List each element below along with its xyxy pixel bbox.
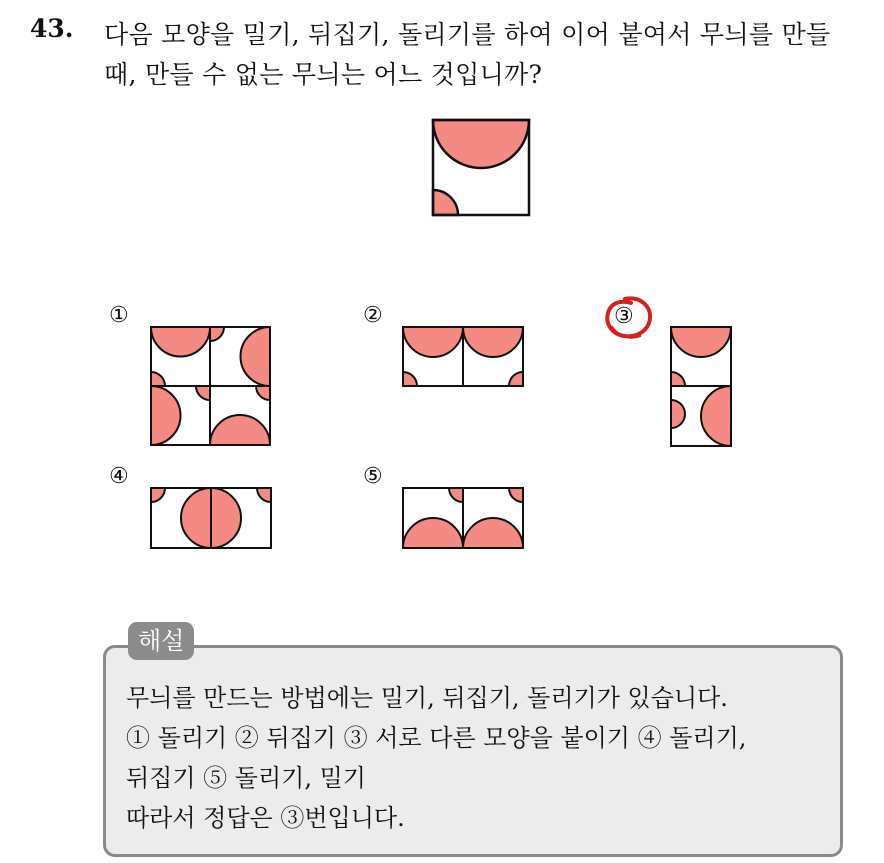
- explanation-line1: 무늬를 만드는 방법에는 밀기, 뒤집기, 돌리기가 있습니다.: [126, 684, 728, 712]
- question-text-line1: 다음 모양을 밀기, 뒤집기, 돌리기를 하여 이어 붙여서 무늬를 만들: [104, 20, 831, 49]
- explanation-line2: ① 돌리기 ② 뒤집기 ③ 서로 다른 모양을 붙이기 ④ 돌리기,: [126, 724, 747, 752]
- reference-tile: [433, 120, 529, 215]
- option-2-label: ②: [363, 303, 383, 328]
- option-3-pattern: [671, 327, 731, 446]
- option-1-pattern: [151, 327, 270, 445]
- option-3-label: ③: [614, 304, 634, 329]
- option-4-label: ④: [109, 464, 129, 489]
- option-5-pattern: [403, 488, 523, 548]
- option-1-label: ①: [109, 303, 129, 328]
- option-5-label: ⑤: [363, 464, 383, 489]
- question-text-line2: 때, 만들 수 없는 무늬는 어느 것입니까?: [104, 60, 543, 89]
- option-4-pattern: [151, 488, 271, 548]
- explanation-line4: 따라서 정답은 ③번입니다.: [126, 804, 405, 832]
- explanation-line3: 뒤집기 ⑤ 돌리기, 밀기: [126, 764, 366, 792]
- option-2-pattern: [403, 327, 523, 386]
- question-number: 43.: [30, 14, 74, 43]
- explanation-tag: 해설: [128, 622, 194, 660]
